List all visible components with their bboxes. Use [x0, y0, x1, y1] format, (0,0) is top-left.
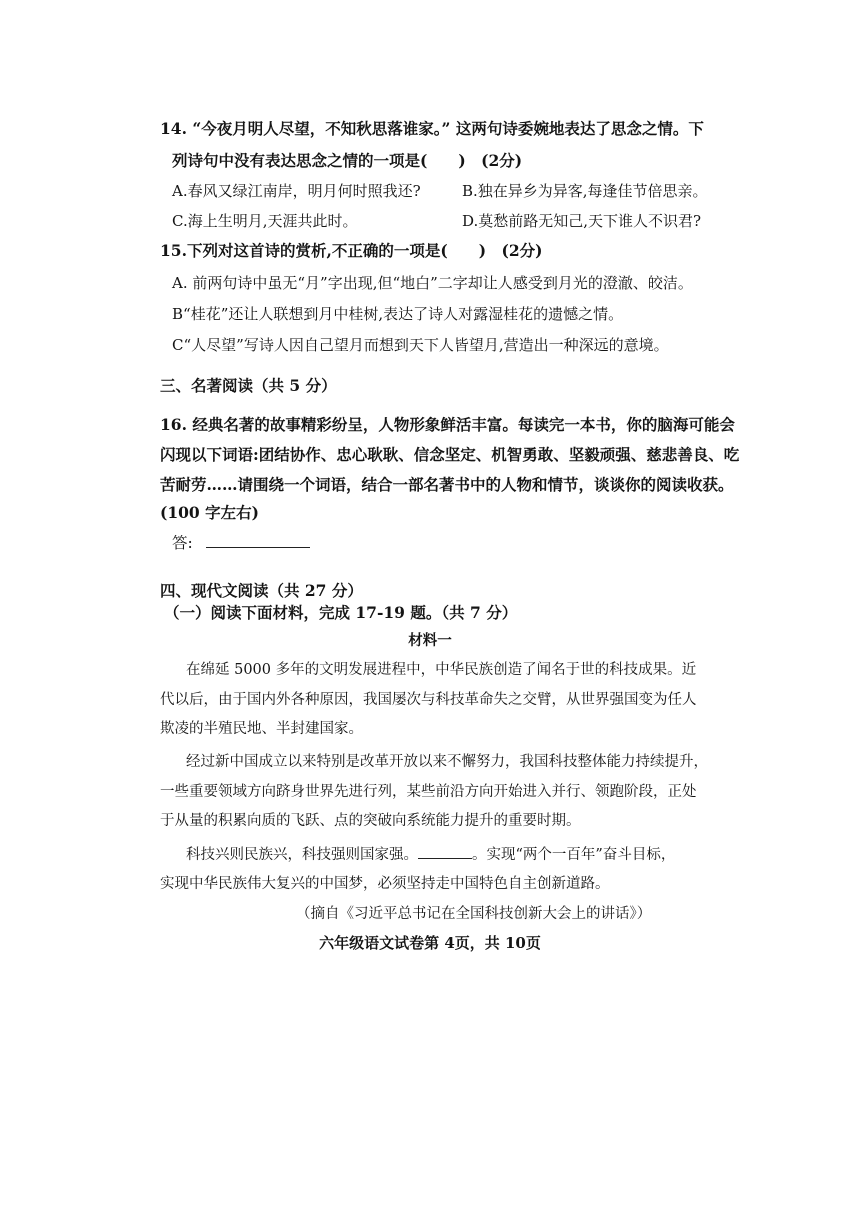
q15-option-a: A. 前两句诗中虽无“月”字出现,但“地白”二字却让人感受到月光的澄澈、皎洁。: [172, 274, 693, 292]
material-1-paragraph-2-line3: 于从量的积累向质的飞跃、点的突破向系统能力提升的重要时期。: [160, 813, 581, 829]
material-1-source: （摘自《习近平总书记在全国科技创新大会上的讲话》）: [296, 906, 652, 922]
q15-stem: 15.下列对这首诗的赏析,不正确的一项是( ) (2分): [160, 241, 543, 260]
q14-option-c: C.海上生明月,天涯共此时。: [172, 212, 358, 230]
q16-stem-line1: 16. 经典名著的故事精彩纷呈，人物形象鲜活丰富。每读完一本书，你的脑海可能会: [160, 415, 735, 434]
material-1-paragraph-3-line2: 实现中华民族伟大复兴的中国梦，必须坚持走中国特色自主创新道路。: [160, 876, 610, 892]
q14-stem-line2: 列诗句中没有表达思念之情的一项是( ) (2分): [172, 151, 523, 170]
material-1-paragraph-1-line1: 在绵延 5000 多年的文明发展进程中，中华民族创造了闻名于世的科技成果。近: [186, 662, 697, 678]
material-1-paragraph-1-line3: 欺凌的半殖民地、半封建国家。: [160, 721, 363, 737]
q16-stem-line3: 苦耐劳……请围绕一个词语，结合一部名著书中的人物和情节，谈谈你的阅读收获。: [160, 475, 734, 494]
section-4-title: 四、现代文阅读（共 27 分）: [160, 581, 363, 600]
material-1-paragraph-2-line2: 一些重要领域方向跻身世界先进行列，某些前沿方向开始进入并行、领跑阶段，正处: [160, 784, 697, 800]
material-1-heading: 材料一: [408, 632, 452, 649]
q15-option-c: C“人尽望”写诗人因自己望月而想到天下人皆望月,营造出一种深远的意境。: [172, 336, 669, 354]
q16-stem-line4: (100 字左右): [160, 503, 259, 522]
q16-stem-line2: 闪现以下词语:团结协作、忠心耿耿、信念坚定、机智勇敢、坚毅顽强、慈悲善良、吃: [160, 445, 740, 464]
material-1-paragraph-3-text-b: 。实现“两个一百年”奋斗目标，: [472, 847, 676, 863]
q14-option-b: B.独在异乡为异客,每逢佳节倍思亲。: [462, 182, 708, 200]
q14-option-d: D.莫愁前路无知己,天下谁人不识君?: [462, 212, 702, 230]
material-1-paragraph-1-line2: 代以后，由于国内外各种原因，我国屡次与科技革命失之交臂，从世界强国变为任人: [160, 692, 697, 708]
q16-answer-row: [172, 532, 310, 554]
q16-answer-blank[interactable]: [206, 533, 310, 548]
material-1-paragraph-3-text-a: 科技兴则民族兴，科技强则国家强。: [186, 847, 418, 863]
page-footer: 六年级语文试卷第 4页，共 10页: [319, 934, 541, 952]
section-3-title: 三、名著阅读（共 5 分）: [160, 376, 337, 395]
q14-option-a: A.春风又绿江南岸，明月何时照我还?: [172, 182, 421, 200]
q14-stem-line1: 14. “今夜月明人尽望，不知秋思落谁家。” 这两句诗委婉地表达了思念之情。下: [160, 119, 704, 138]
section-4-part-1-instruction: （一）阅读下面材料，完成 17-19 题。（共 7 分）: [164, 603, 518, 622]
material-1-paragraph-3-line1: [186, 844, 675, 866]
material-1-fill-blank[interactable]: [418, 846, 472, 859]
q15-option-b: B“桂花”还让人联想到月中桂树,表达了诗人对露湿桂花的遗憾之情。: [172, 305, 624, 323]
material-1-paragraph-2-line1: 经过新中国成立以来特别是改革开放以来不懈努力，我国科技整体能力持续提升，: [186, 754, 708, 770]
q16-answer-label: 答:: [172, 534, 193, 552]
